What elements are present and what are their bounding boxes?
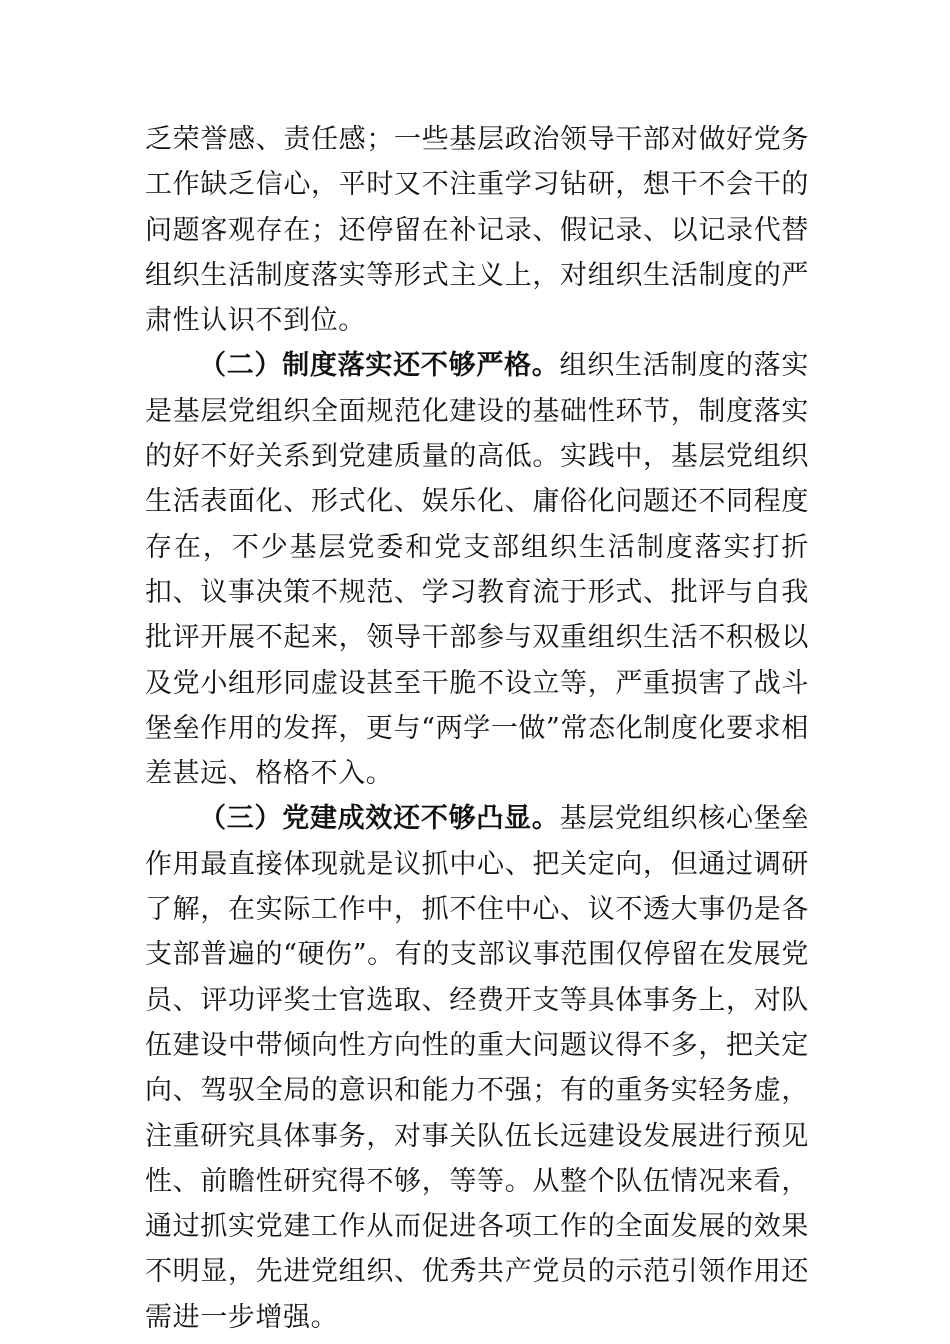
paragraph-section-2 [145,343,809,796]
section-heading: （二）制度落实还不够严格。 [199,350,560,382]
paragraph-continuation [145,117,809,343]
paragraph-body: 乏荣誉感、责任感；一些基层政治领导干部对做好党务工作缺乏信心，平时又不注重学习钻研，想干不会干的问题客观存在；还停留在补记录、假记录、以记录代替组织生活制度落实等形式主义上，对组织生活制度的严肃性认识不到位。 [145,124,809,337]
section-heading: （三）党建成效还不够凸显。 [199,803,560,835]
paragraph-section-3 [145,796,809,1340]
paragraph-body: 组织生活制度的落实是基层党组织全面规范化建设的基础性环节，制度落实的好不好关系到党建质量的高低。实践中，基层党组织生活表面化、形式化、娱乐化、庸俗化问题还不同程度存在，不少基层党委和党支部组织生活制度落实打折扣、议事决策不规范、学习教育流于形式、批评与自我批评开展不起来，领导干部参与双重组织生活不积极以及党小组形同虚设甚至干脆不设立等，严重损害了战斗堡垒作用的发挥，更与“两学一做”常态化制度化要求相差甚远、格格不入。 [145,350,809,790]
document-page [145,117,809,1340]
paragraph-body: 基层党组织核心堡垒作用最直接体现就是议抓中心、把关定向，但通过调研了解，在实际工作中，抓不住中心、议不透大事仍是各支部普遍的“硬伤”。有的支部议事范围仅停留在发展党员、评功评奖士官选取、经费开支等具体事务上，对队伍建设中带倾向性方向性的重大问题议得不多，把关定向、驾驭全局的意识和能力不强；有的重务实轻务虚，注重研究具体事务，对事关队伍长远建设发展进行预见性、前瞻性研究得不够，等等。从整个队伍情况来看，通过抓实党建工作从而促进各项工作的全面发展的效果不明显，先进党组织、优秀共产党员的示范引领作用还需进一步增强。 [145,803,809,1333]
